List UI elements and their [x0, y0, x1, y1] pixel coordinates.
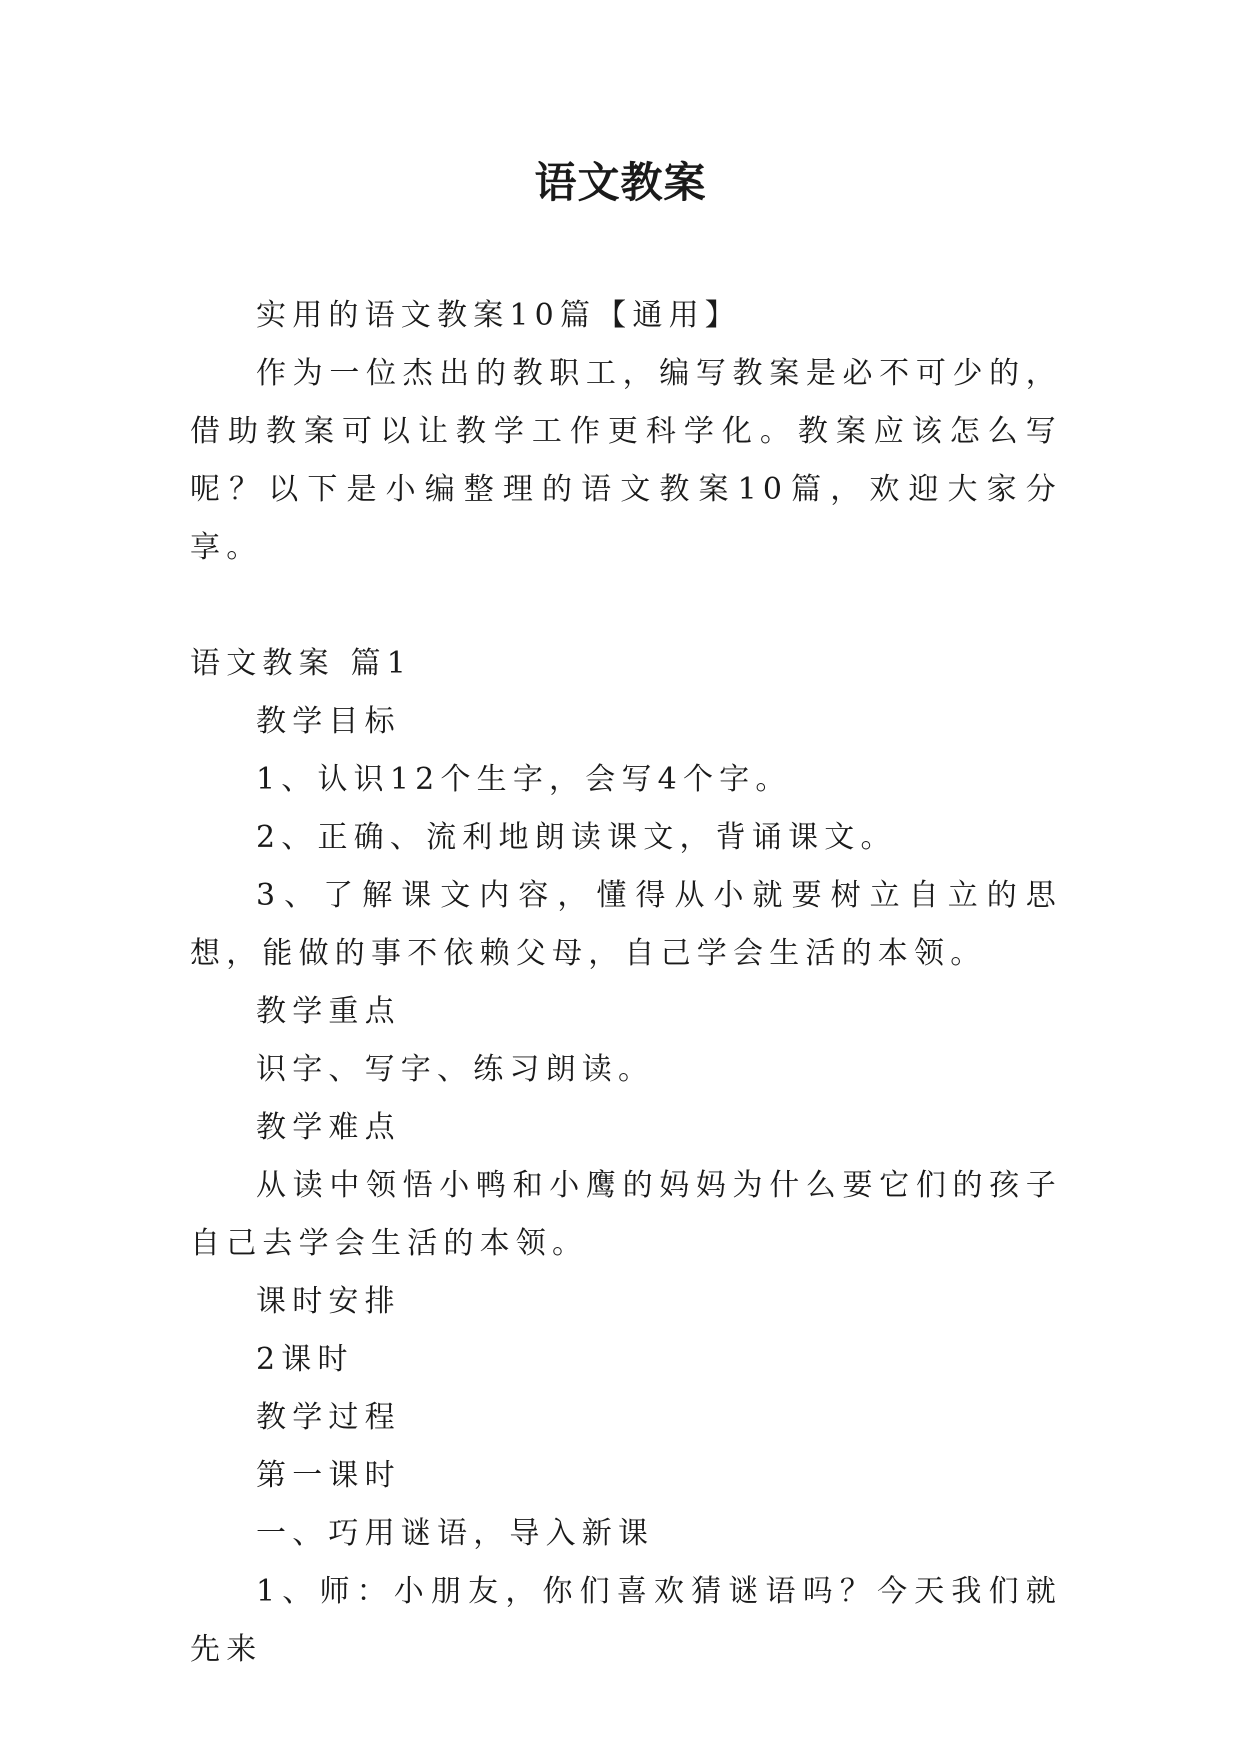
intro-heading: 实用的语文教案10篇【通用】 [256, 298, 741, 333]
goal-item: 1、认识12个生字，会写4个字。 [256, 762, 792, 797]
document-body [190, 287, 1062, 1679]
lesson-label: 第一课时 [256, 1458, 401, 1493]
key-points-text: 识字、写字、练习朗读。 [256, 1052, 655, 1087]
section-heading: 语文教案 篇1 [190, 646, 413, 681]
step-text: 1、师：小朋友，你们喜欢猜谜语吗？今天我们就先来 [190, 1574, 1062, 1667]
goal-item: 2、正确、流利地朗读课文，背诵课文。 [256, 820, 897, 855]
subheading-difficulties: 教学难点 [256, 1110, 401, 1145]
difficulties-text: 从读中领悟小鸭和小鹰的妈妈为什么要它们的孩子自己去学会生活的本领。 [190, 1168, 1062, 1261]
intro-paragraph: 作为一位杰出的教职工，编写教案是必不可少的，借助教案可以让教学工作更科学化。教案应该怎么写呢？以下是小编整理的语文教案10篇，欢迎大家分享。 [190, 356, 1062, 565]
goal-item: 3、了解课文内容，懂得从小就要树立自立的思想，能做的事不依赖父母，自己学会生活的本领。 [190, 878, 1062, 971]
subheading-teaching-goals: 教学目标 [256, 704, 401, 739]
subheading-schedule: 课时安排 [256, 1284, 401, 1319]
document-title: 语文教案 [534, 158, 707, 207]
subheading-process: 教学过程 [256, 1400, 401, 1435]
step-heading: 一、巧用谜语，导入新课 [256, 1516, 655, 1551]
schedule-text: 2课时 [256, 1342, 354, 1377]
subheading-key-points: 教学重点 [256, 994, 401, 1029]
